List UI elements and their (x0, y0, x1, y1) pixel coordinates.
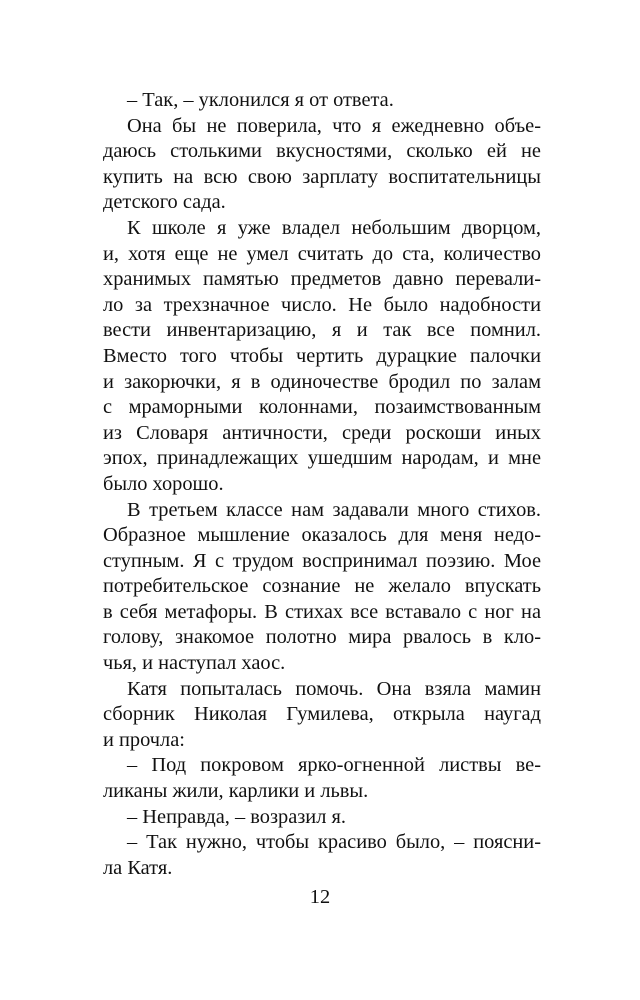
text-line: купить на всю свою зарплату воспитательницы (103, 165, 541, 188)
text-line: даюсь столькими вкусностями, сколько ей не (103, 140, 541, 163)
text-line: вести инвентаризацию, я и так все помнил. (103, 319, 541, 342)
text-line: – Неправда, – возразил я. (127, 805, 346, 828)
text-line: из Словаря античности, среди роскоши иных (103, 421, 541, 444)
text-line: было хорошо. (103, 472, 224, 495)
text-line: ликаны жили, карлики и львы. (103, 780, 369, 803)
text-line: голову, знакомое полотно мира рвалось в кло- (103, 626, 541, 649)
text-line: и закорючки, я в одиночестве бродил по залам (103, 370, 541, 393)
text-line: ло за трехзначное число. Не было надобности (103, 293, 541, 316)
text-line: чья, и наступал хаос. (103, 652, 286, 675)
text-line: потребительское сознание не желало впускать (103, 575, 541, 598)
text-line: ступным. Я с трудом воспринимал поэзию. Мое (103, 549, 541, 572)
text-line: – Так нужно, чтобы красиво было, – поясни- (127, 831, 541, 854)
page-text (103, 88, 541, 881)
page-number: 12 (309, 886, 331, 908)
text-line: – Под покровом ярко-огненной листвы ве- (127, 754, 541, 777)
text-line: Катя попыталась помочь. Она взяла мамин (127, 677, 541, 700)
text-line: сборник Николая Гумилева, открыла наугад (103, 703, 541, 726)
text-line: ла Катя. (103, 856, 173, 879)
text-line: хранимых памятью предметов давно перевали- (103, 268, 541, 291)
text-line: В третьем классе нам задавали много стихов. (127, 498, 541, 521)
text-line: в себя метафоры. В стихах все вставало с ног на (103, 600, 541, 623)
text-line: Она бы не поверила, что я ежедневно объе- (127, 114, 541, 137)
text-line: – Так, – уклонился я от ответа. (127, 89, 394, 111)
text-line: и, хотя еще не умел считать до ста, количество (103, 242, 541, 265)
text-line: К школе я уже владел небольшим дворцом, (127, 216, 541, 239)
text-line: и прочла: (103, 728, 185, 751)
text-line: Образное мышление оказалось для меня недо- (103, 524, 541, 547)
text-line: эпох, принадлежащих ушедшим народам, и мне (103, 447, 541, 470)
text-line: Вместо того чтобы чертить дурацкие палочки (103, 344, 541, 367)
text-line: детского сада. (103, 191, 226, 214)
text-line: с мраморными колоннами, позаимствованным (103, 396, 541, 419)
